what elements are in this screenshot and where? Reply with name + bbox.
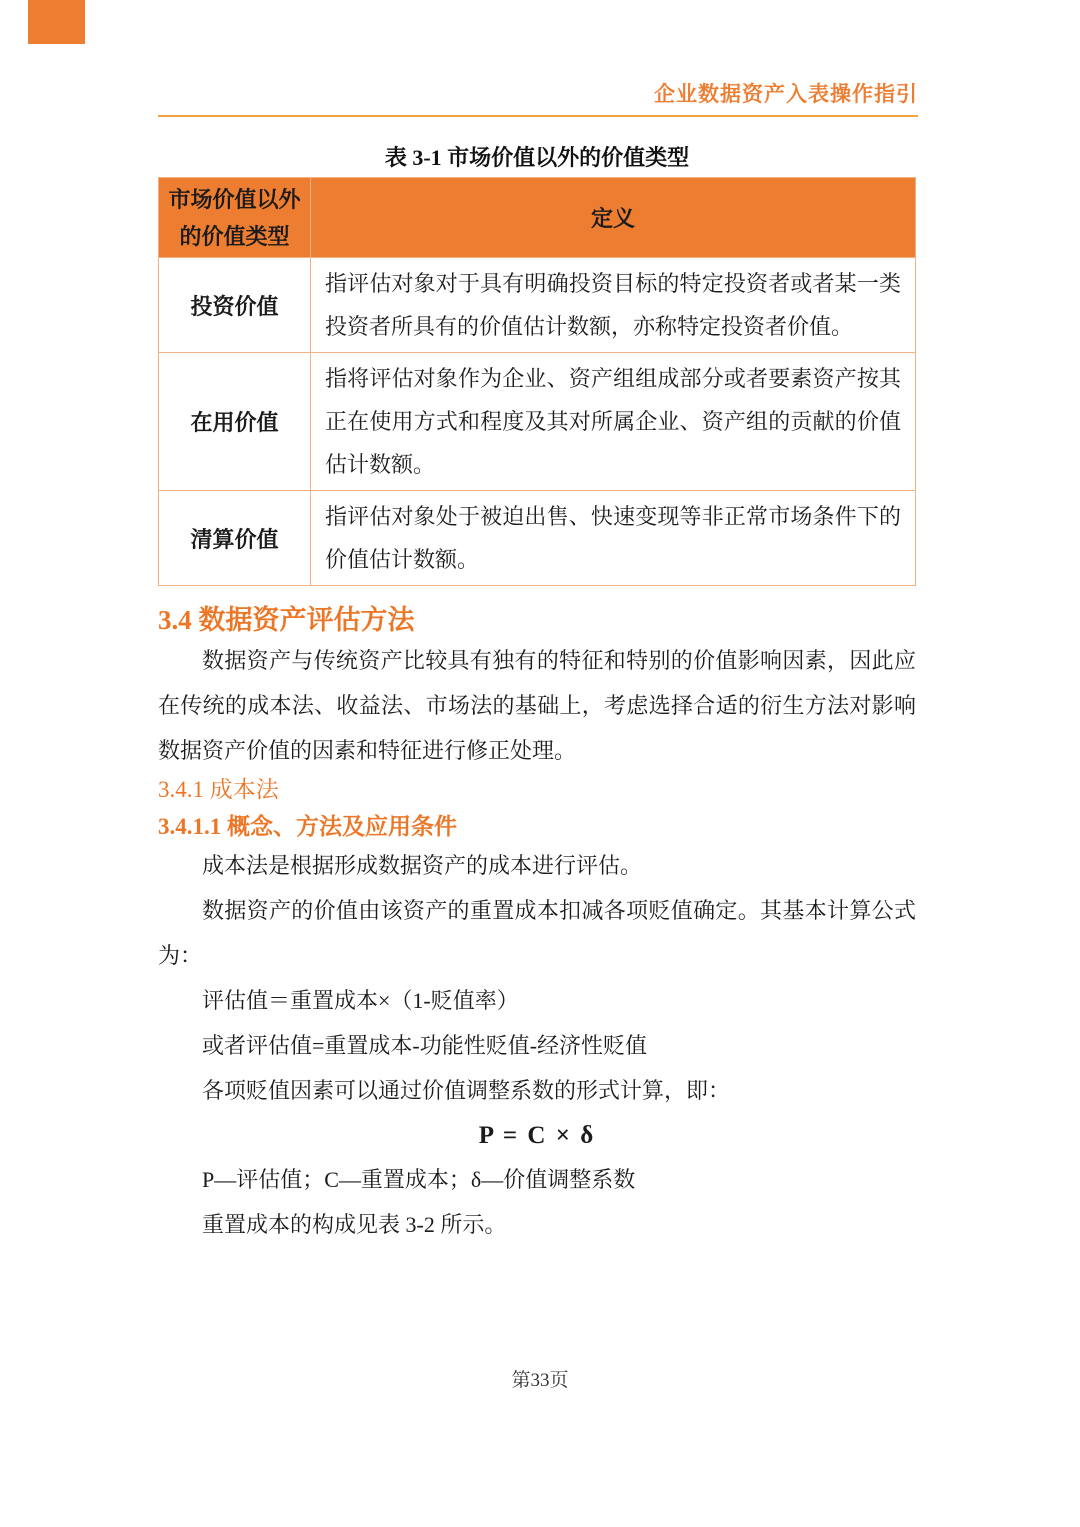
- formula-line-2: 或者评估值=重置成本-功能性贬值-经济性贬值: [202, 1033, 648, 1058]
- formula-legend: P—评估值；C—重置成本；δ—价值调整系数: [202, 1167, 636, 1192]
- section-heading-3-4-1: 3.4.1 成本法: [158, 777, 279, 802]
- table-row: [159, 491, 916, 586]
- page-header: [158, 0, 918, 117]
- row-definition-liquidation: 指评估对象处于被迫出售、快速变现等非正常市场条件下的价值估计数额。: [311, 491, 916, 586]
- table-caption: 表 3-1 市场价值以外的价值类型: [384, 145, 690, 170]
- formula-line-3: 各项贬值因素可以通过价值调整系数的形式计算，即：: [202, 1078, 731, 1103]
- page-corner-accent: [28, 0, 85, 44]
- section-heading-3-4-1-1: 3.4.1.1 概念、方法及应用条件: [158, 814, 457, 839]
- paragraph-cost-method: 成本法是根据形成数据资产的成本进行评估。: [202, 853, 643, 878]
- row-definition-investment: 指评估对象对于具有明确投资目标的特定投资者或者某一类投资者所具有的价值估计数额，亦称特定投资者价值。: [311, 258, 916, 353]
- table-row: [159, 258, 916, 353]
- table-header-value-type-line1: 市场价值以外: [168, 186, 301, 212]
- paragraph-table-3-2-reference: 重置成本的构成见表 3-2 所示。: [202, 1212, 507, 1237]
- section-heading-3-4: 3.4 数据资产评估方法: [158, 605, 415, 635]
- formula-main: P = C × δ: [478, 1122, 596, 1149]
- row-type-investment: 投资价值: [159, 258, 311, 353]
- table-header-value-type-line2: 的价值类型: [179, 223, 290, 249]
- table-header-row: [159, 178, 916, 258]
- row-type-liquidation: 清算价值: [159, 491, 311, 586]
- paragraph-cost-formula-intro: 数据资产的价值由该资产的重置成本扣减各项贬值确定。其基本计算公式为：: [158, 898, 916, 968]
- paragraph-intro: 数据资产与传统资产比较具有独有的特征和特别的价值影响因素，因此应在传统的成本法、收益法、市场法的基础上，考虑选择合适的衍生方法对影响数据资产价值的因素和特征进行修正处理。: [158, 648, 916, 763]
- page-footer: [0, 1365, 1080, 1392]
- table-row: [159, 353, 916, 491]
- page-body: [158, 119, 916, 1247]
- header-title: 企业数据资产入表操作指引: [654, 82, 918, 106]
- row-type-in-use: 在用价值: [159, 353, 311, 491]
- table-header-value-type: [159, 178, 311, 258]
- formula-line-1: 评估值＝重置成本×（1-贬值率）: [202, 988, 519, 1013]
- table-header-definition: 定义: [311, 178, 916, 258]
- value-types-table: [158, 177, 916, 586]
- row-definition-in-use: 指将评估对象作为企业、资产组组成部分或者要素资产按其正在使用方式和程度及其对所属企业、资产组的贡献的价值估计数额。: [311, 353, 916, 491]
- page-number: 第33页: [511, 1370, 569, 1391]
